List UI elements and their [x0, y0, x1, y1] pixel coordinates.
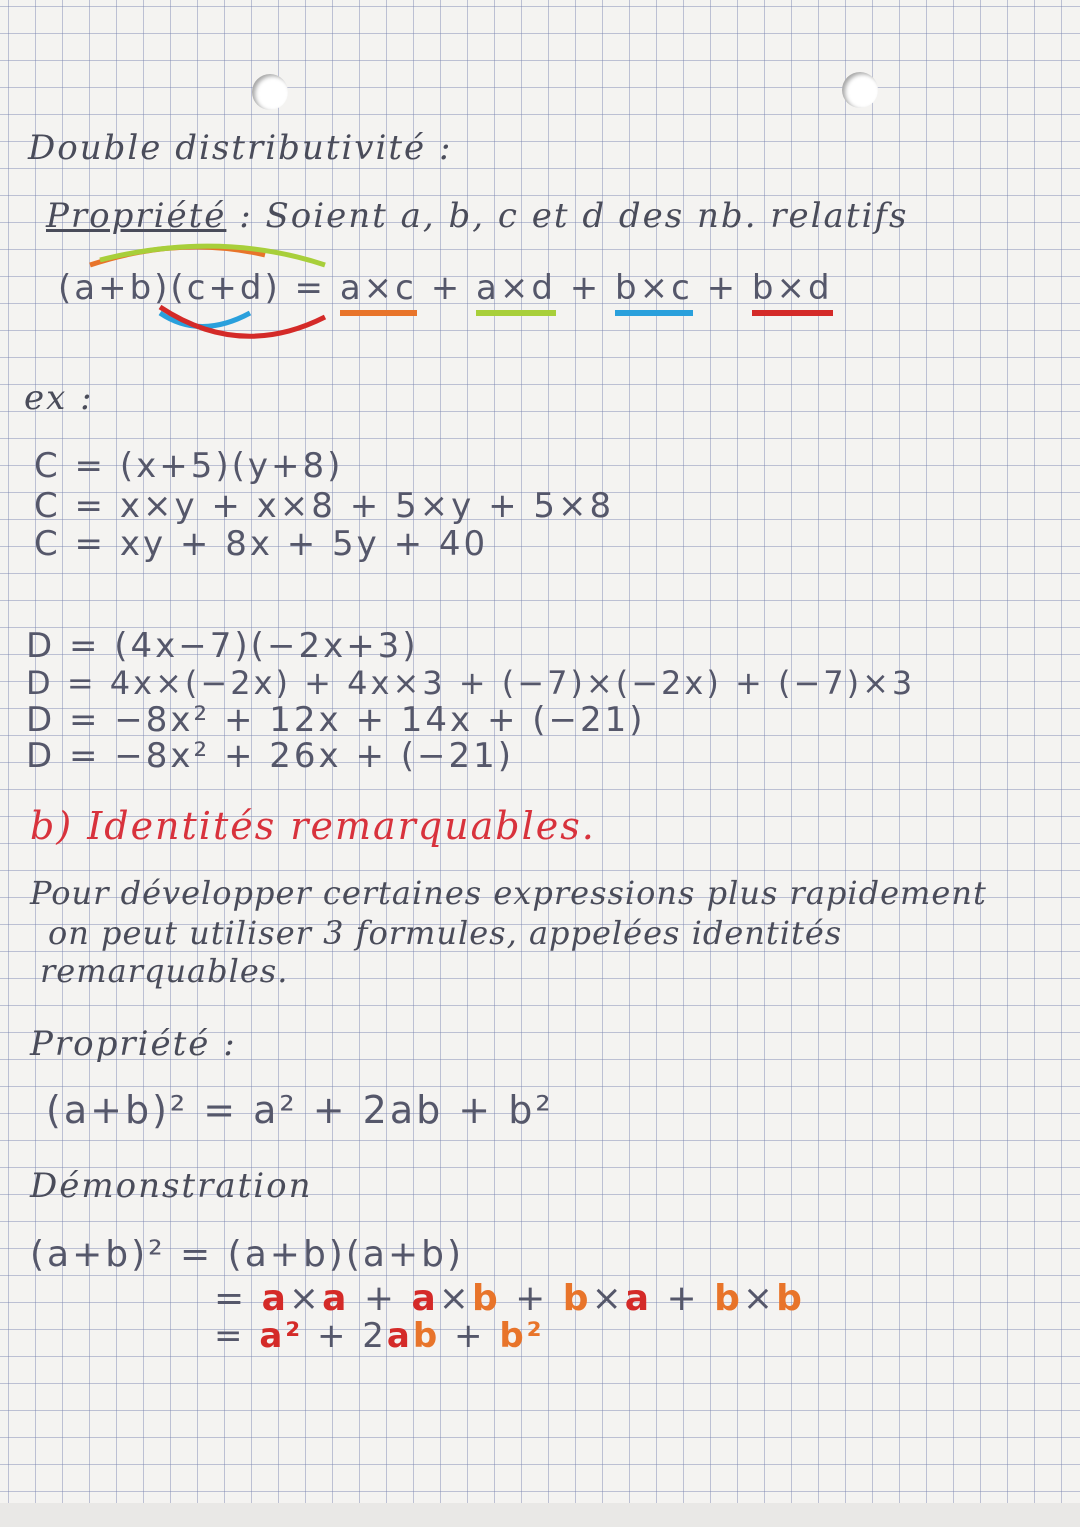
a-squared: a²	[259, 1316, 304, 1356]
example-d-line-3: D = −8x² + 12x + 14x + (−21)	[26, 700, 646, 740]
plus-two: + 2	[316, 1316, 387, 1356]
var-b: b	[714, 1278, 743, 1319]
var-b: b	[412, 1316, 441, 1356]
intro-line-3: remarquables.	[40, 952, 289, 990]
plus: +	[666, 1278, 700, 1319]
example-d-line-2: D = 4x×(−2x) + 4x×3 + (−7)×(−2x) + (−7)×3	[26, 664, 916, 702]
paper-bottom-edge	[0, 1503, 1080, 1527]
example-c-line-3: C = xy + 8x + 5y + 40	[34, 524, 489, 564]
times: ×	[288, 1278, 323, 1319]
plus: +	[430, 268, 463, 308]
term-ac: a×c	[340, 268, 417, 316]
title: Double distributivité :	[28, 128, 453, 168]
var-a: a	[261, 1278, 289, 1319]
property-1	[46, 196, 908, 236]
example-c-line-2: C = x×y + x×8 + 5×y + 5×8	[34, 486, 615, 526]
var-b: b	[471, 1278, 501, 1319]
term-bc: b×c	[615, 268, 693, 316]
plus: +	[515, 1278, 549, 1319]
intro-line-2: on peut utiliser 3 formules, appelées identités	[48, 914, 843, 952]
times: ×	[591, 1278, 625, 1319]
times: ×	[438, 1278, 472, 1319]
equals: =	[214, 1278, 248, 1319]
term-bd: b×d	[752, 268, 833, 316]
intro-line-1: Pour développer certaines expressions plus rapidement	[30, 874, 987, 912]
var-a: a	[411, 1278, 439, 1319]
times: ×	[742, 1278, 777, 1319]
formula-lhs: (a+b)(c+d) =	[58, 268, 327, 308]
property-text: : Soient a, b, c et d des nb. relatifs	[239, 196, 909, 236]
equals: =	[214, 1316, 246, 1356]
var-b: b	[562, 1278, 592, 1319]
var-a: a	[322, 1278, 350, 1319]
plus: +	[454, 1316, 486, 1356]
example-d-line-1: D = (4x−7)(−2x+3)	[26, 626, 419, 666]
distributivity-formula	[58, 268, 833, 308]
plus: +	[706, 268, 739, 308]
section-heading-b: b) Identités remarquables.	[30, 804, 596, 848]
demo-rhs: (a+b)(a+b)	[227, 1234, 465, 1275]
property-label: Propriété	[46, 196, 227, 236]
b-squared: b²	[499, 1316, 545, 1356]
term-ad: a×d	[476, 268, 556, 316]
demo-lhs: (a+b)² =	[30, 1234, 214, 1275]
demonstration-label: Démonstration	[30, 1166, 313, 1206]
demo-line-1	[30, 1234, 464, 1275]
var-b: b	[776, 1278, 805, 1319]
example-label: ex :	[24, 378, 94, 418]
var-a: a	[386, 1316, 413, 1356]
arrow-red	[160, 307, 325, 336]
var-a: a	[624, 1278, 653, 1319]
identity-formula: (a+b)² = a² + 2ab + b²	[46, 1088, 554, 1132]
example-d-line-4: D = −8x² + 26x + (−21)	[26, 736, 515, 776]
demo-line-3	[214, 1316, 545, 1356]
property-2-label: Propriété :	[30, 1024, 237, 1064]
example-c-line-1: C = (x+5)(y+8)	[34, 446, 344, 486]
demo-line-2	[214, 1278, 805, 1319]
plus: +	[569, 268, 602, 308]
plus: +	[363, 1278, 398, 1319]
punch-hole-left	[252, 74, 288, 110]
punch-hole-right	[842, 72, 878, 108]
